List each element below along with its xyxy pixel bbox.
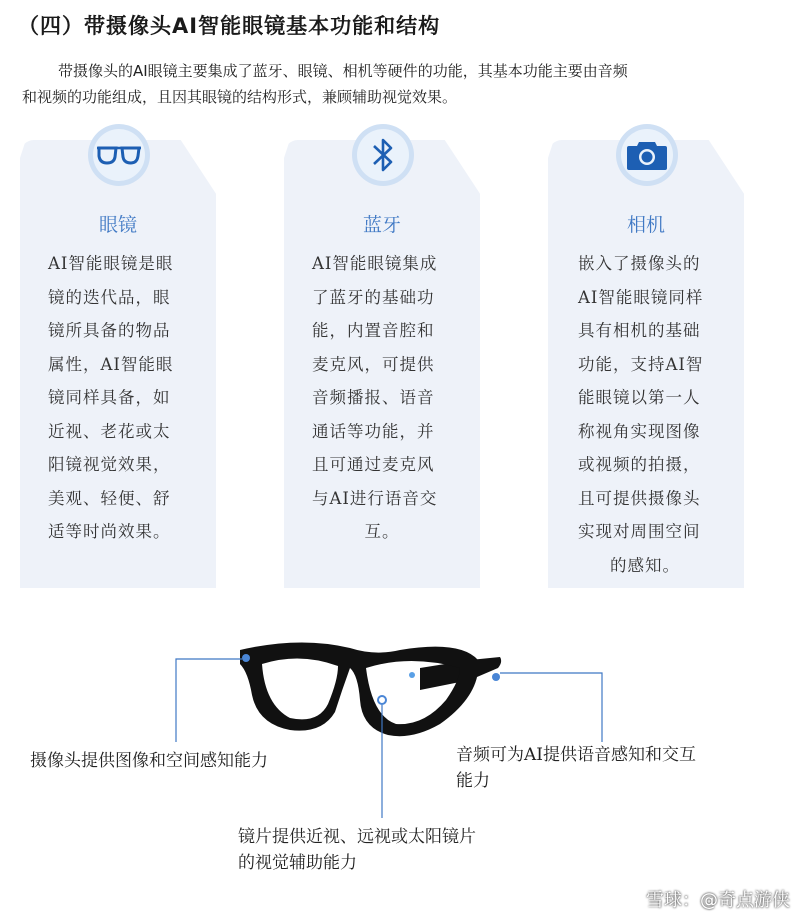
callout-audio-line-2: 能力 xyxy=(456,771,490,791)
card-camera-line: 或视频的拍摄， xyxy=(578,455,701,474)
callout-audio-line-1: 音频可为AI提供语音感知和交互 xyxy=(456,745,696,765)
card-glasses-line: 镜的迭代品，眼 xyxy=(48,287,171,307)
card-glasses-line: 阳镜视觉效果， xyxy=(48,455,171,474)
callout-lens-line-2: 的视觉辅助能力 xyxy=(238,853,357,873)
callout-lens-line-1: 镜片提供近视、远视或太阳镜片 xyxy=(238,827,476,847)
card-camera-line: 且可提供摄像头 xyxy=(578,488,701,508)
card-glasses-line: 适等时尚效果。 xyxy=(48,522,171,541)
card-camera-line: 功能，支持AI智 xyxy=(578,354,704,374)
card-camera-title: 相机 xyxy=(626,214,665,236)
card-camera-line: 的感知。 xyxy=(610,555,680,575)
card-camera-line: 具有相机的基础 xyxy=(578,321,701,340)
callout-audio xyxy=(456,742,696,794)
card-camera-line: 能眼镜以第一人 xyxy=(578,388,701,407)
card-glasses-line: 近视、老花或太 xyxy=(48,421,171,441)
camera-lens-dot xyxy=(242,654,250,662)
card-bluetooth-line: 与AI进行语音交 xyxy=(312,488,438,508)
lens-marker-dot xyxy=(378,696,386,704)
section-heading: （四）带摄像头AI智能眼镜基本功能和结构 xyxy=(18,14,441,38)
card-bluetooth-line: AI智能眼镜集成 xyxy=(312,254,438,273)
intro-line-1: 带摄像头的AI眼镜主要集成了蓝牙、眼镜、相机等硬件的功能，其基本功能主要由音频 xyxy=(58,62,628,80)
card-glasses-line: 镜同样具备，如 xyxy=(48,388,171,407)
callout-lens xyxy=(238,824,476,876)
card-bluetooth-line: 互。 xyxy=(364,522,400,541)
card-glasses-line: 镜所具备的物品 xyxy=(48,321,171,340)
card-camera-line: 称视角实现图像 xyxy=(578,421,701,441)
camera-leader-line xyxy=(176,659,242,742)
card-bluetooth-line: 能，内置音腔和 xyxy=(312,321,435,340)
card-glasses-title: 眼镜 xyxy=(98,214,137,236)
card-camera-line: 嵌入了摄像头的 xyxy=(578,254,701,273)
card-glasses-line: 美观、轻便、舒 xyxy=(48,488,171,508)
card-bluetooth-line: 且可通过麦克风 xyxy=(312,455,435,474)
glasses-frame xyxy=(240,642,478,736)
card-bluetooth-line: 麦克风，可提供 xyxy=(312,354,435,374)
callout-camera: 摄像头提供图像和空间感知能力 xyxy=(30,751,268,771)
led-dot xyxy=(409,672,415,678)
card-bluetooth-line: 了蓝牙的基础功 xyxy=(312,287,435,307)
intro-line-2: 和视频的功能组成，且因其眼镜的结构形式，兼顾辅助视觉效果。 xyxy=(22,88,458,106)
watermark: 雪球：@奇点游侠 xyxy=(646,890,790,911)
card-camera-line: 实现对周围空间 xyxy=(578,522,701,541)
speaker-dot xyxy=(492,673,500,681)
card-bluetooth-line: 通话等功能，并 xyxy=(312,421,435,441)
card-glasses-line: AI智能眼镜是眼 xyxy=(48,254,174,273)
card-camera-line: AI智能眼镜同样 xyxy=(578,287,704,307)
card-glasses-line: 属性，AI智能眼 xyxy=(48,354,174,374)
card-bluetooth-title: 蓝牙 xyxy=(362,214,401,236)
audio-leader-line xyxy=(500,673,602,742)
card-bluetooth-line: 音频播报、语音 xyxy=(312,388,435,407)
